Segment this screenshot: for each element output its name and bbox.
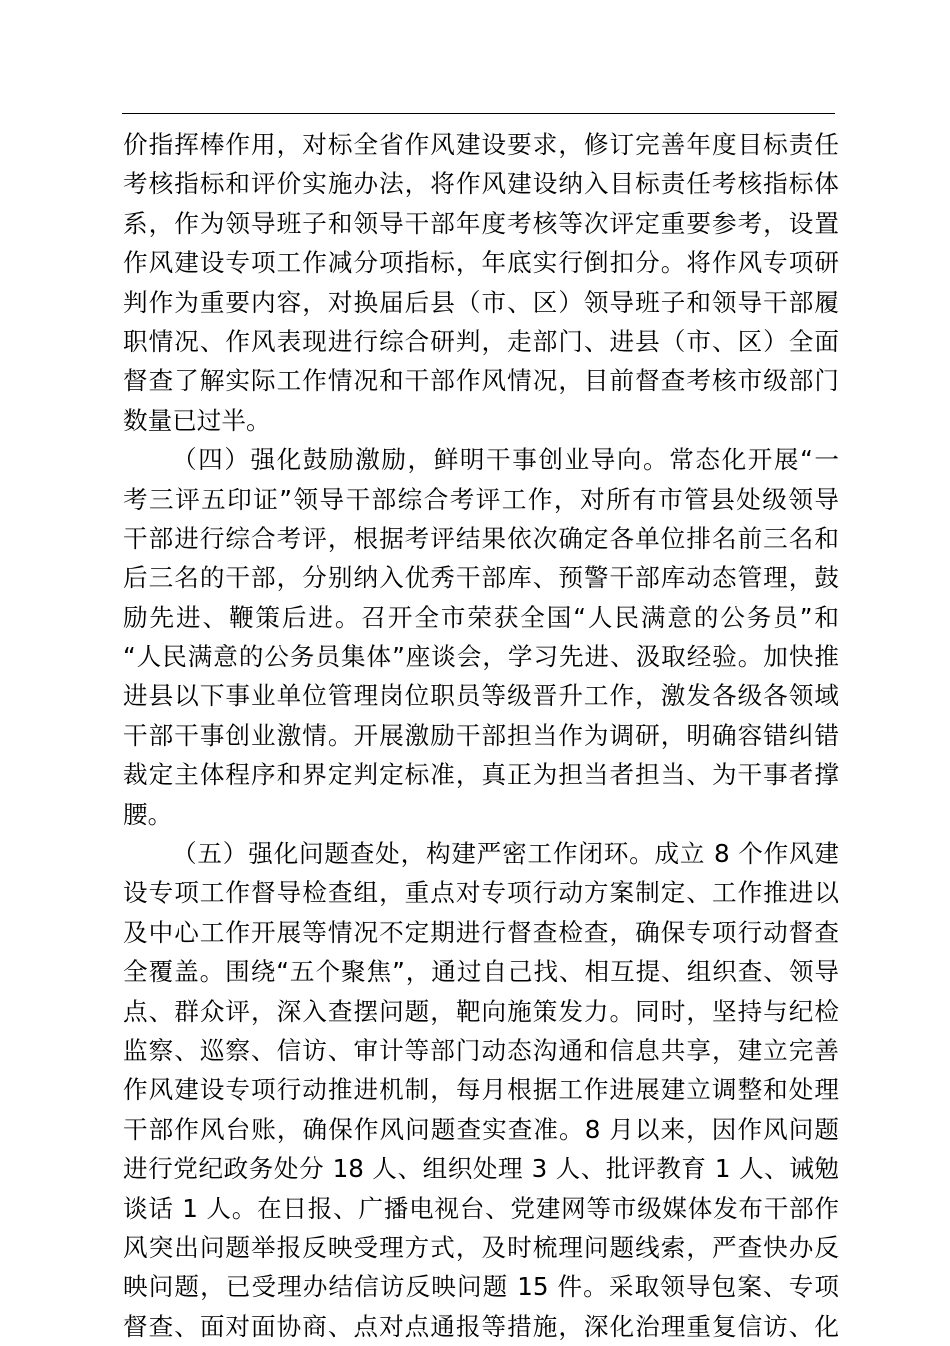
document-body [123, 125, 839, 1346]
text-line: 风突出问题举报反映受理方式，及时梳理问题线索，严查快办反 [123, 1232, 839, 1262]
text-line: 督查了解实际工作情况和干部作风情况，目前督查考核市级部门 [123, 366, 839, 396]
text-line: 监察、巡察、信访、审计等部门动态沟通和信息共享，建立完善 [123, 1035, 839, 1065]
text-line: 进县以下事业单位管理岗位职员等级晋升工作，激发各级各领域 [123, 681, 839, 711]
text-line: 作风建设专项工作减分项指标，年底实行倒扣分。将作风专项研 [123, 248, 839, 278]
text-line: 价指挥棒作用，对标全省作风建设要求，修订完善年度目标责任 [123, 130, 839, 159]
text-line: 干部作风台账，确保作风问题查实查准。8 月以来，因作风问题 [123, 1114, 839, 1144]
paragraph-heading-line: （四）强化鼓励激励，鲜明干事创业导向。常态化开展“一 [172, 445, 839, 475]
text-line: 考三评五印证”领导干部综合考评工作，对所有市管县处级领导 [123, 484, 839, 514]
text-line: 数量已过半。 [123, 405, 271, 435]
text-line: 职情况、作风表现进行综合研判，走部门、进县（市、区）全面 [123, 326, 839, 356]
paragraph-heading-line: （五）强化问题查处，构建严密工作闭环。成立 8 个作风建 [172, 839, 839, 869]
text-line: 督查、面对面协商、点对点通报等措施，深化治理重复信访、化 [123, 1311, 839, 1341]
text-line: 干部干事创业激情。开展激励干部担当作为调研，明确容错纠错 [123, 720, 839, 750]
text-line: 判作为重要内容，对换届后县（市、区）领导班子和领导干部履 [123, 287, 839, 317]
text-line: 及中心工作开展等情况不定期进行督查检查，确保专项行动督查 [123, 917, 839, 947]
text-line: 考核指标和评价实施办法，将作风建设纳入目标责任考核指标体 [123, 169, 839, 199]
text-line: 裁定主体程序和界定判定标准，真正为担当者担当、为干事者撑 [123, 760, 839, 790]
text-line: “人民满意的公务员集体”座谈会，学习先进、汲取经验。加快推 [123, 642, 839, 672]
header-rule [122, 113, 835, 114]
text-line: 作风建设专项行动推进机制，每月根据工作进展建立调整和处理 [123, 1075, 839, 1105]
text-line: 点、群众评，深入查摆问题，靶向施策发力。同时，坚持与纪检 [123, 996, 839, 1026]
text-line: 进行党纪政务处分 18 人、组织处理 3 人、批评教育 1 人、诫勉 [123, 1154, 839, 1184]
text-line: 系，作为领导班子和领导干部年度考核等次评定重要参考，设置 [123, 208, 839, 238]
text-line: 设专项工作督导检查组，重点对专项行动方案制定、工作推进以 [123, 878, 839, 908]
text-line: 全覆盖。围绕“五个聚焦”，通过自己找、相互提、组织查、领导 [123, 957, 839, 987]
text-line: 励先进、鞭策后进。召开全市荣获全国“人民满意的公务员”和 [123, 602, 840, 632]
text-line: 腰。 [123, 799, 173, 829]
text-line: 干部进行综合考评，根据考评结果依次确定各单位排名前三名和 [123, 523, 839, 553]
text-line: 后三名的干部，分别纳入优秀干部库、预警干部库动态管理，鼓 [123, 563, 839, 593]
text-line: 映问题，已受理办结信访反映问题 15 件。采取领导包案、专项 [123, 1272, 839, 1302]
text-line: 谈话 1 人。在日报、广播电视台、党建网等市级媒体发布干部作 [123, 1193, 839, 1223]
